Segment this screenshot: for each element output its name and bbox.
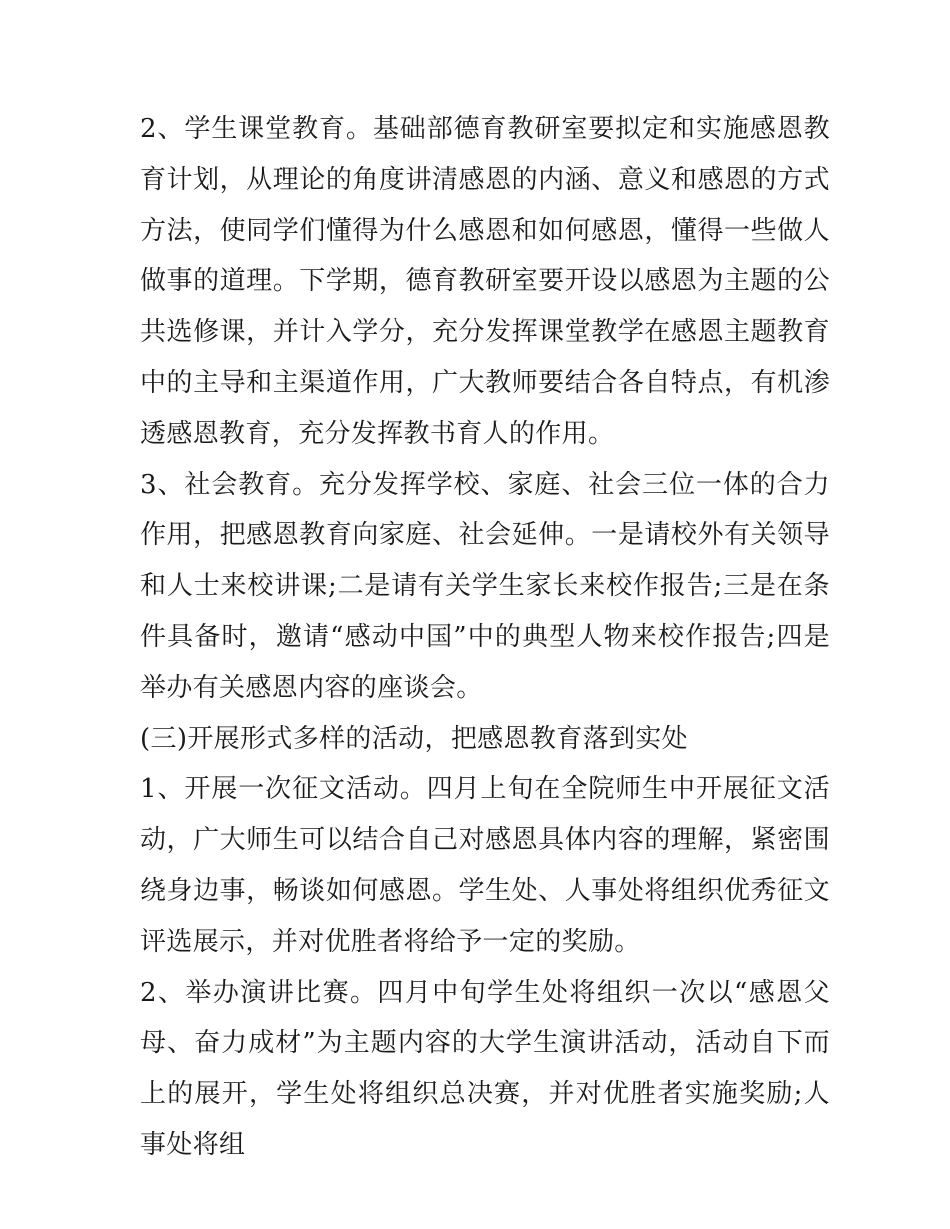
paragraph-social-education: 3、社会教育。充分发挥学校、家庭、社会三位一体的合力作用，把感恩教育向家庭、社会延伸。一是请校外有关领导和人士来校讲课;二是请有关学生家长来校作报告;三是在条件具备时，邀请“感动中国”中的典型人物来校作报告;四是举办有关感恩内容的座谈会。 xyxy=(140,469,830,703)
paragraph-essay-activity: 1、开展一次征文活动。四月上旬在全院师生中开展征文活动，广大师生可以结合自己对感恩具体内容的理解，紧密围绕身边事，畅谈如何感恩。学生处、人事处将组织优秀征文评选展示，并对优胜者将给予一定的奖励。 xyxy=(140,774,830,957)
paragraph-classroom-education: 2、学生课堂教育。基础部德育教研室要拟定和实施感恩教育计划，从理论的角度讲清感恩的内涵、意义和感恩的方式方法，使同学们懂得为什么感恩和如何感恩，懂得一些做人做事的道理。下学期，德育教研室要开设以感恩为主题的公共选修课，并计入学分，充分发挥课堂教学在感恩主题教育中的主导和主渠道作用，广大教师要结合各自特点，有机渗透感恩教育，充分发挥教书育人的作用。 xyxy=(140,114,830,449)
section-heading-activities: (三)开展形式多样的活动，把感恩教育落到实处 xyxy=(140,723,688,754)
document-body xyxy=(140,104,830,1171)
paragraph-speech-contest: 2、举办演讲比赛。四月中旬学生处将组织一次以“感恩父母、奋力成材”为主题内容的大学生演讲活动，活动自下而上的展开，学生处将组织总决赛，并对优胜者实施奖励;人事处将组 xyxy=(140,977,830,1160)
